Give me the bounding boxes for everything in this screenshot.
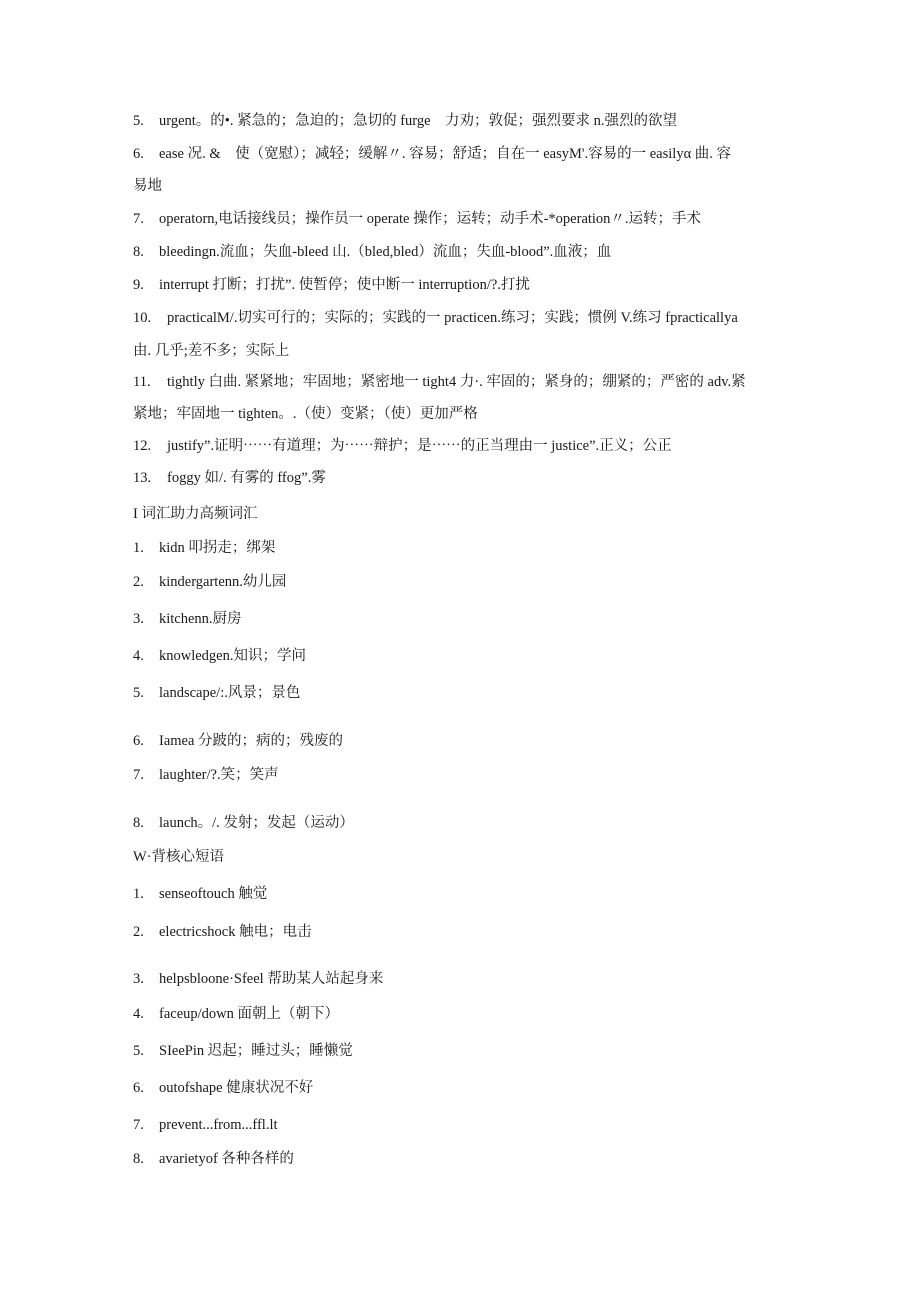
item-number: 6. — [133, 1080, 144, 1096]
item-text: interrupt 打断；打扰”. 使暂停；使中断一 interruption/?.打扰 — [159, 277, 530, 293]
item-text: foggy 如/. 有雾的 ffog”.雾 — [167, 470, 326, 486]
list-item — [133, 683, 793, 703]
item-text: SIeePin 迟起；睡过头；睡懒觉 — [159, 1043, 353, 1059]
item-text: prevent...from...ffl.lt — [159, 1117, 278, 1133]
vocab-item — [133, 111, 793, 131]
item-text-continuation: 由. 几乎;差不多；实际上 — [133, 343, 290, 359]
list-item — [133, 765, 793, 785]
vocab-item — [133, 242, 793, 262]
vocab-item — [133, 468, 793, 488]
list-item — [133, 1149, 793, 1169]
item-text: electricshock 触电；电击 — [159, 924, 312, 940]
item-number: 6. — [133, 146, 144, 162]
item-text: outofshape 健康状况不好 — [159, 1080, 314, 1096]
item-number: 8. — [133, 815, 144, 831]
list-item — [133, 646, 793, 666]
section-heading: I 词汇助力高频词汇 — [133, 506, 258, 522]
list-item — [133, 969, 793, 989]
list-item — [133, 609, 793, 629]
item-number: 10. — [133, 310, 152, 326]
item-text: landscape/:.风景；景色 — [159, 685, 301, 701]
item-number: 13. — [133, 470, 152, 486]
item-text: avarietyof 各种各样的 — [159, 1151, 294, 1167]
item-text: urgent。的•. 紧急的；急迫的；急切的 furge 力劝；敦促；强烈要求 n.强烈的欲望 — [159, 113, 678, 129]
item-text: faceup/down 面朝上（朝下） — [159, 1006, 340, 1022]
list-item — [133, 1078, 793, 1098]
item-text: tightly 白曲. 紧紧地；牢固地；紧密地一 tight4 力·. 牢固的；紧身的；绷紧的；严密的 adv.紧 — [167, 374, 746, 390]
item-number: 7. — [133, 1117, 144, 1133]
item-text: kitchenn.厨房 — [159, 611, 242, 627]
item-number: 1. — [133, 886, 144, 902]
item-number: 5. — [133, 113, 144, 129]
item-text: Iamea 分跛的；病的；残废的 — [159, 733, 344, 749]
item-number: 2. — [133, 574, 144, 590]
item-number: 8. — [133, 244, 144, 260]
vocab-item — [133, 209, 793, 229]
item-number: 5. — [133, 1043, 144, 1059]
item-text: ease 况. & 使（宽慰）；减轻；缓解〃. 容易；舒适；自在一 easyM'.容易的一 easilyα 曲. 容 — [159, 146, 732, 162]
item-number: 1. — [133, 540, 144, 556]
list-item — [133, 884, 793, 904]
item-number: 3. — [133, 611, 144, 627]
item-number: 8. — [133, 1151, 144, 1167]
vocab-item — [133, 275, 793, 295]
item-text: senseoftouch 触觉 — [159, 886, 268, 902]
list-item — [133, 538, 793, 558]
item-number: 7. — [133, 211, 144, 227]
item-number: 4. — [133, 1006, 144, 1022]
item-number: 2. — [133, 924, 144, 940]
item-text: launch。/. 发射；发起（运动） — [159, 815, 354, 831]
section-heading: W·背核心短语 — [133, 849, 225, 865]
vocab-item — [133, 144, 793, 164]
item-text: kindergartenn.幼儿园 — [159, 574, 287, 590]
item-text-continuation: 紧地；牢固地一 tighten。.（使）变紧；（使）更加严格 — [133, 406, 478, 422]
list-item — [133, 731, 793, 751]
item-text: laughter/?.笑；笑声 — [159, 767, 279, 783]
list-item — [133, 1115, 793, 1135]
item-number: 3. — [133, 971, 144, 987]
item-text-continuation: 易地 — [133, 178, 162, 194]
item-text: kidn 叩拐走；绑架 — [159, 540, 276, 556]
item-number: 5. — [133, 685, 144, 701]
vocab-item — [133, 436, 793, 456]
vocab-item — [133, 372, 793, 392]
item-text: justify”.证明⋯⋯有道理；为⋯⋯辩护；是⋯⋯的正当理由一 justice”.正义；公正 — [167, 438, 672, 454]
item-text: practicalM/.切实可行的；实际的；实践的一 practicen.练习；实践；惯例 V.练习 fpracticallya — [167, 310, 738, 326]
item-number: 9. — [133, 277, 144, 293]
item-text: helpsbloone·Sfeel 帮助某人站起身来 — [159, 971, 384, 987]
item-number: 6. — [133, 733, 144, 749]
item-number: 11. — [133, 374, 151, 390]
item-number: 4. — [133, 648, 144, 664]
list-item — [133, 572, 793, 592]
list-item — [133, 1041, 793, 1061]
item-number: 12. — [133, 438, 152, 454]
list-item — [133, 813, 793, 833]
vocab-item — [133, 308, 793, 328]
item-number: 7. — [133, 767, 144, 783]
list-item — [133, 922, 793, 942]
item-text: bleedingn.流血；失血-bleed 山.（bled,bled）流血；失血-blood”.血液；血 — [159, 244, 612, 260]
list-item — [133, 1004, 793, 1024]
item-text: operatorn,电话接线员；操作员一 operate 操作；运转；动手术-*operation〃.运转；手术 — [159, 211, 702, 227]
item-text: knowledgen.知识；学问 — [159, 648, 306, 664]
